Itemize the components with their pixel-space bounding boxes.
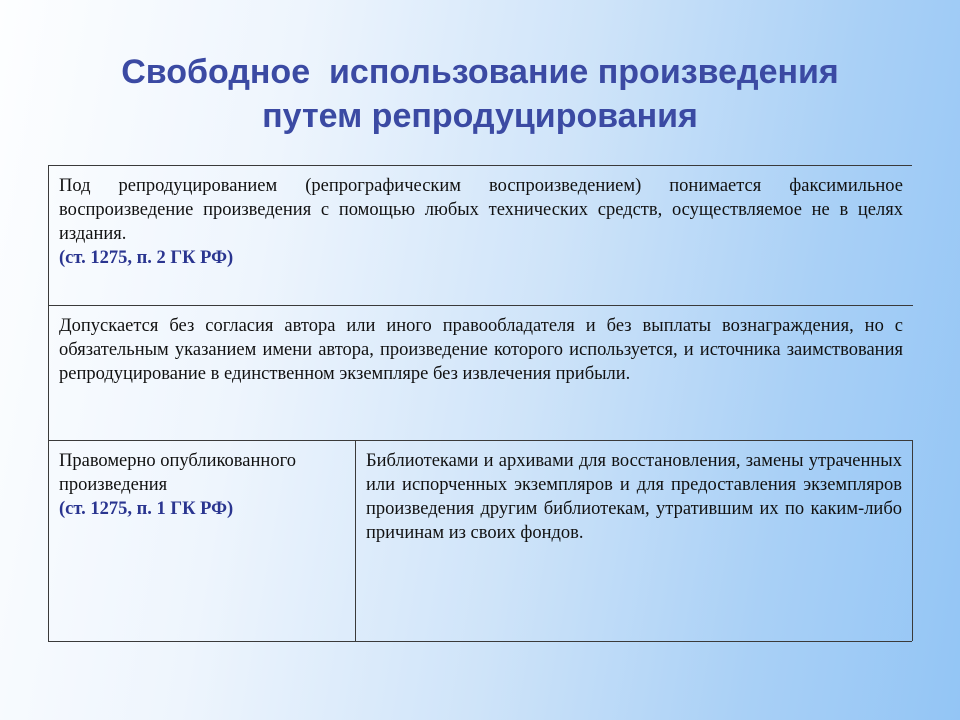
definition-citation: (ст. 1275, п. 2 ГК РФ) [59,248,234,268]
table-row-libraries [49,441,913,641]
title-line-2: путем репродуцирования [262,97,698,135]
definition-cell [49,166,913,305]
title-line-1: Свободное использование произведения [121,53,839,91]
table-row-permission [49,306,913,441]
work-citation: (ст. 1275, п. 1 ГК РФ) [59,499,234,519]
work-text: Правомерно опубликованного произведения [59,451,296,495]
slide-title [0,50,960,138]
libraries-text: Библиотеками и архивами для восстановления, замены утраченных или испорченных экземпляров и для предоставления экземпляров произведения другим библиотекам, утратившим их по каким-либо причинам из своих фондов. [366,451,902,543]
permission-text: Допускается без согласия автора или иного правообладателя и без выплаты вознаграждения, но с обязательным указанием имени автора, произведение которого используется, и источника заимствования репродуцирование в единственном экземпляре без извлечения прибыли. [59,316,903,384]
info-table [48,165,912,642]
libraries-cell [356,441,913,641]
definition-text: Под репродуцированием (репрографическим воспроизведением) понимается факсимильное воспроизведение произведения с помощью любых технических средств, осуществляемое не в целях издания. [59,176,903,244]
permission-cell [49,306,913,440]
table-row-definition [49,166,913,306]
work-cell [49,441,356,641]
